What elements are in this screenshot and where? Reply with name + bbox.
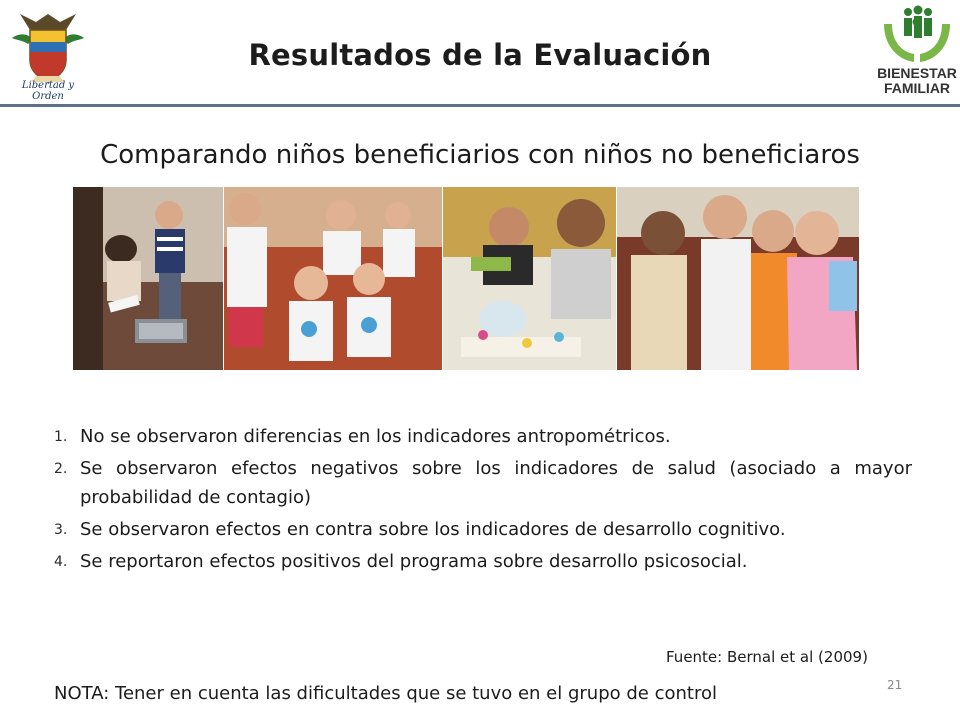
wordmark-line-1: BIENESTAR	[877, 65, 957, 81]
wordmark-line-2: FAMILIAR	[883, 80, 951, 96]
finding-number: 4.	[54, 554, 68, 570]
photo-strip	[73, 187, 859, 370]
footnote: NOTA: Tener en cuenta las dificultades que se tuvo en el grupo de control	[54, 683, 717, 704]
finding-number: 3.	[54, 522, 68, 538]
page-number: 21	[887, 678, 903, 692]
bienestar-familiar-wordmark	[874, 66, 960, 96]
finding-1	[54, 422, 912, 451]
slide-header	[0, 0, 960, 106]
child-weighing-photo	[73, 187, 223, 370]
finding-3	[54, 515, 912, 544]
finding-text: No se observaron diferencias en los indicadores antropométricos.	[80, 426, 671, 447]
finding-text: Se reportaron efectos positivos del programa sobre desarrollo psicosocial.	[80, 551, 748, 572]
finding-number: 2.	[54, 461, 68, 477]
findings-list	[54, 422, 912, 579]
group-of-toddlers-photo	[224, 187, 442, 370]
finding-4	[54, 547, 912, 576]
slide-subtitle: Comparando niños beneficiarios con niños no beneficiaros	[100, 140, 860, 170]
finding-number: 1.	[54, 429, 68, 445]
finding-text: Se observaron efectos en contra sobre los indicadores de desarrollo cognitivo.	[80, 519, 786, 540]
source-citation: Fuente: Bernal et al (2009)	[666, 648, 868, 666]
finding-text: Se observaron efectos negativos sobre los indicadores de salud (asociado a mayor probabilidad de contagio)	[80, 458, 912, 508]
header-divider	[0, 104, 960, 107]
children-hugging-photo	[617, 187, 859, 370]
children-playing-photo	[443, 187, 616, 370]
finding-2	[54, 454, 912, 512]
coat-of-arms-caption: Libertad y Orden	[21, 80, 75, 102]
slide-title: Resultados de la Evaluación	[248, 38, 712, 72]
